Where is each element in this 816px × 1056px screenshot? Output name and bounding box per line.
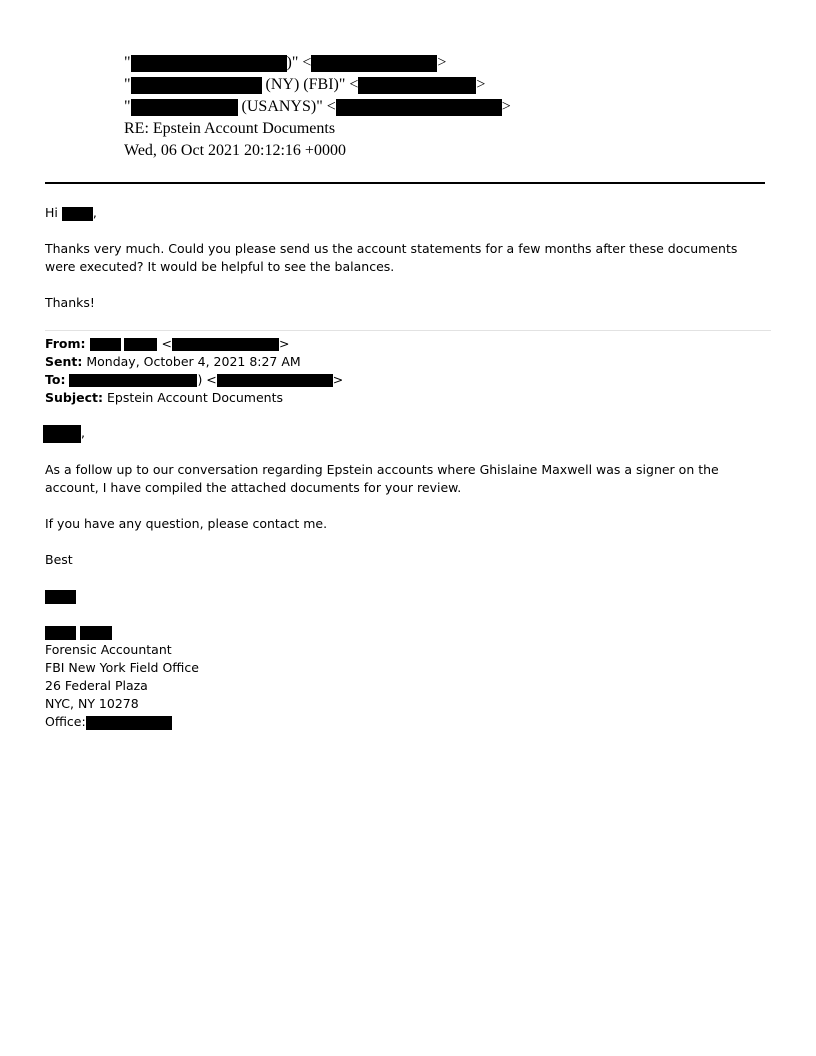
original-from-row: From: < > (45, 336, 290, 351)
original-from-label: From: (45, 336, 86, 351)
redaction-box (358, 77, 476, 94)
original-signoff: Best (45, 552, 73, 567)
original-sent-label: Sent: (45, 354, 83, 369)
header-divider (45, 182, 765, 184)
original-subject-label: Subject: (45, 390, 103, 405)
header-to-value: " (NY) (FBI)" < > (124, 76, 486, 93)
original-paragraph-2: If you have any question, please contact me. (45, 516, 328, 531)
redaction-box (90, 338, 121, 351)
original-to-row: To: ) < > (45, 372, 344, 387)
original-subject-value: Epstein Account Documents (106, 390, 284, 405)
header-subject-value: RE: Epstein Account Documents (124, 120, 336, 137)
redaction-box (45, 626, 76, 640)
reply-paragraph: Thanks very much. Could you please send us the account statements for a few months after these documents were executed? It would be helpful to see the balances. (45, 241, 738, 274)
reply-greeting: Hi , (45, 205, 97, 220)
signature-phone: Office: (45, 713, 172, 731)
original-to-label: To: (45, 372, 66, 387)
header-cc-value: " (USANYS)" < > (124, 98, 511, 115)
reply-closing: Thanks! (45, 295, 95, 310)
redaction-box (131, 77, 262, 94)
redaction-box (172, 338, 279, 351)
redaction-box (131, 99, 238, 116)
signature-office: FBI New York Field Office (45, 660, 199, 675)
original-paragraph-1: As a follow up to our conversation regarding Epstein accounts where Ghislaine Maxwell was a signer on the account, I have compiled the attached documents for your review. (45, 462, 719, 495)
original-sent-value: Monday, October 4, 2021 8:27 AM (86, 354, 301, 369)
redaction-box (62, 207, 93, 221)
quoted-divider (45, 330, 771, 331)
signature-address-2: NYC, NY 10278 (45, 696, 139, 711)
redaction-box (124, 338, 157, 351)
header-date-value: Wed, 06 Oct 2021 20:12:16 +0000 (124, 142, 346, 159)
signature-address-1: 26 Federal Plaza (45, 678, 148, 693)
original-greeting: , (43, 424, 85, 443)
original-sent-row (45, 353, 301, 371)
signature-title: Forensic Accountant (45, 642, 172, 657)
redaction-box (86, 716, 172, 730)
redaction-box (43, 425, 81, 443)
redaction-box (80, 626, 112, 640)
redaction-box (311, 55, 437, 72)
redaction-box (45, 590, 76, 604)
signature-name (45, 623, 112, 641)
signature-initials (45, 587, 76, 605)
redaction-box (217, 374, 333, 387)
header-from-value: " )" < > (124, 54, 447, 71)
original-subject-row (45, 389, 283, 407)
redaction-box (69, 374, 197, 387)
redaction-box (131, 55, 287, 72)
redaction-box (336, 99, 502, 116)
